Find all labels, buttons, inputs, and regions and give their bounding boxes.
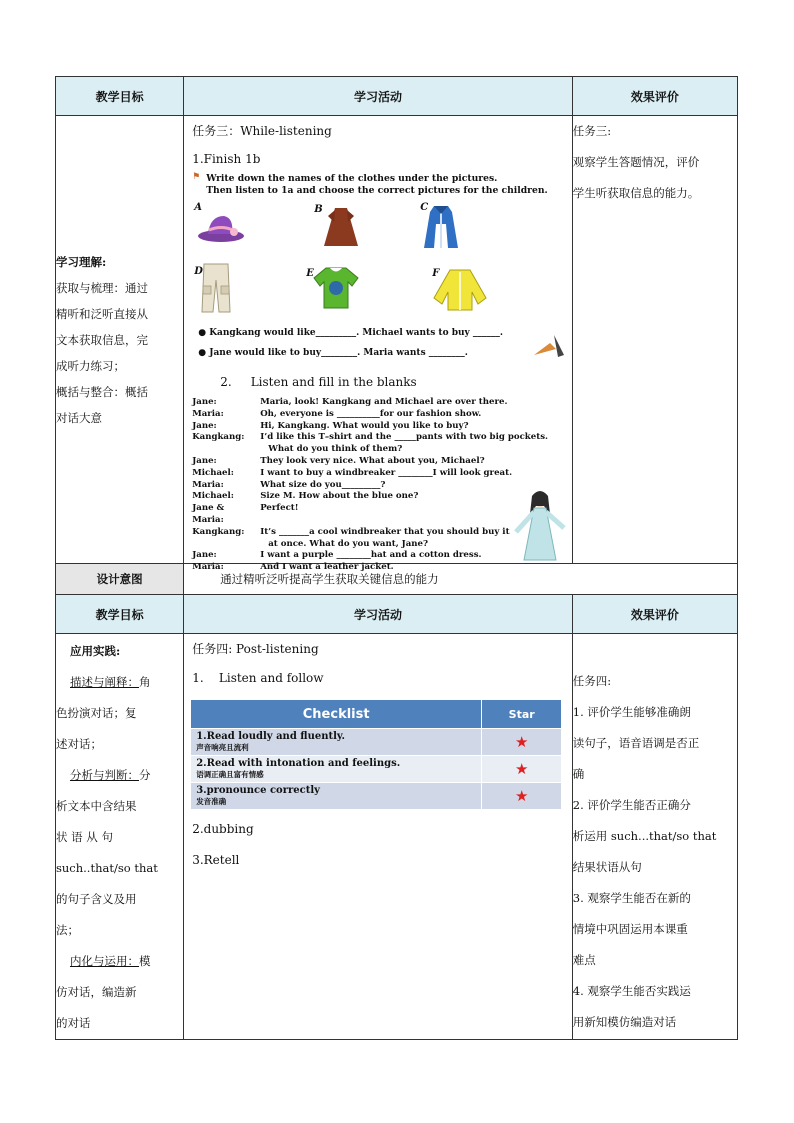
goal2-line bbox=[56, 667, 183, 698]
goal2-line bbox=[56, 915, 183, 946]
star-header: Star bbox=[482, 700, 562, 729]
eval2-line: 确 bbox=[572, 767, 585, 781]
goal2-subheading: 分析与判断： bbox=[70, 768, 139, 782]
checklist-item-cn: 声音响亮且流利 bbox=[196, 743, 249, 752]
goal2-line bbox=[56, 946, 183, 977]
dialogue-line: I want to buy a windbreaker ________I will look great. bbox=[260, 467, 513, 478]
dress-icon bbox=[320, 206, 362, 248]
listen-fill-title: 2. Listen and fill in the blanks bbox=[220, 375, 417, 389]
task4-row bbox=[56, 634, 738, 1040]
task4-title: 任务四: Post-listening bbox=[192, 642, 319, 656]
goal2-line bbox=[56, 698, 183, 729]
pants-icon bbox=[200, 262, 232, 314]
goal2-text: 述对话； bbox=[56, 737, 102, 751]
dialogue-speaker: Kangkang: bbox=[192, 432, 245, 443]
tshirt-icon bbox=[312, 266, 360, 310]
dialogue-speaker bbox=[192, 539, 258, 551]
goal2-subheading: 内化与运用： bbox=[70, 954, 139, 968]
dialogue-speaker: Jane & Maria: bbox=[192, 503, 225, 525]
star-icon: ★ bbox=[482, 729, 562, 756]
bullet-2: ● Jane would like to buy________. Maria wants ________. bbox=[198, 348, 468, 358]
goal2-text: 模 bbox=[139, 954, 151, 968]
activity-cell-2 bbox=[184, 634, 573, 1040]
goal2-line bbox=[56, 977, 183, 1008]
design-label: 设计意图 bbox=[56, 564, 184, 595]
dialogue-row bbox=[192, 503, 548, 527]
listen-follow: 1. Listen and follow bbox=[192, 671, 324, 685]
eval2-line: 用新知模仿编造对话 bbox=[572, 1015, 677, 1029]
dialogue-speaker: Jane: bbox=[192, 420, 217, 431]
goal-line: 概括与整合：概括 bbox=[56, 384, 148, 399]
instruction-line-1: Write down the names of the clothes under the pictures. bbox=[206, 173, 498, 184]
dialogue-line: at once. What do you want, Jane? bbox=[268, 538, 429, 549]
goal2-text: such..that/so that bbox=[56, 861, 158, 875]
goal2-text: 析文本中含结果 bbox=[56, 799, 137, 813]
pic-label-d: D bbox=[194, 266, 203, 277]
eval2-line: 情境中巩固运用本课重 bbox=[572, 922, 688, 936]
eval2-line: 析运用 such...that/so that bbox=[572, 829, 717, 843]
pic-label-c: C bbox=[420, 202, 429, 213]
eval2-line: 4. 观察学生能否实践运 bbox=[572, 984, 691, 998]
goal2-line bbox=[56, 760, 183, 791]
bullet-1-text: Kangkang would like_________. Michael wants to buy ______. bbox=[209, 328, 504, 338]
goal2-text: 角 bbox=[139, 675, 151, 689]
header-goal: 教学目标 bbox=[56, 77, 184, 116]
dialogue-line: What size do you_________? bbox=[260, 479, 386, 490]
blue-windbreaker-icon bbox=[422, 204, 460, 252]
flag-icon: ⚑ bbox=[192, 172, 201, 182]
goal2-lines bbox=[56, 667, 183, 1039]
pic-label-b: B bbox=[314, 204, 323, 215]
eval2-lines bbox=[573, 666, 737, 1038]
header-row-2 bbox=[56, 595, 738, 634]
goal2-text: 分 bbox=[139, 768, 151, 782]
instruction-line-2: Then listen to 1a and choose the correct pictures for the children. bbox=[206, 185, 548, 196]
dialogue-speaker bbox=[192, 444, 258, 456]
eval-line: 观察学生答题情况，评价 bbox=[572, 155, 700, 169]
goal2-line bbox=[56, 822, 183, 853]
pic-label-a: A bbox=[194, 202, 202, 213]
dialogue-line: Perfect! bbox=[260, 503, 299, 514]
star-icon: ★ bbox=[482, 756, 562, 783]
dialogue-row bbox=[192, 421, 548, 433]
eval2-line: 任务四: bbox=[572, 674, 612, 688]
dialogue-speaker: Jane: bbox=[192, 397, 217, 407]
girl-illustration-icon bbox=[510, 488, 570, 562]
goal-line: 对话大意 bbox=[56, 410, 102, 425]
dialogue-row bbox=[192, 480, 548, 492]
pic-label-e: E bbox=[306, 268, 314, 279]
design-text: 通过精听泛听提高学生获取关键信息的能力 bbox=[184, 564, 738, 595]
eval2-line: 2. 评价学生能否正确分 bbox=[572, 798, 691, 812]
retell: 3.Retell bbox=[192, 853, 240, 867]
dialogue-line: It’s _______a cool windbreaker that you should buy it bbox=[260, 526, 510, 537]
goal-title: 学习理解: bbox=[56, 254, 107, 269]
checklist-item-cn: 发音准确 bbox=[196, 797, 227, 806]
goal2-line bbox=[56, 853, 183, 884]
dialogue-line: Oh, everyone is __________for our fashion show. bbox=[260, 408, 482, 419]
eval2-line: 3. 观察学生能否在新的 bbox=[572, 891, 691, 905]
dialogue-line: Hi, Kangkang. What would you like to buy? bbox=[260, 420, 469, 431]
header-evaluation-2: 效果评价 bbox=[572, 595, 737, 634]
dialogue-speaker: Jane: bbox=[192, 455, 217, 466]
dialogue-row bbox=[192, 456, 548, 468]
checklist-row bbox=[191, 756, 562, 783]
checklist-item-en: 3.pronounce correctly bbox=[196, 785, 320, 796]
eval2-line: 难点 bbox=[572, 953, 596, 967]
goal2-subheading: 描述与阐释： bbox=[70, 675, 139, 689]
dialogue-line: They look very nice. What about you, Michael? bbox=[260, 455, 485, 466]
goal-cell-1 bbox=[56, 116, 184, 564]
eval-cell-1 bbox=[572, 116, 737, 564]
goal2-text: 色扮演对话；复 bbox=[56, 706, 137, 720]
goal2-text: 法； bbox=[56, 923, 79, 937]
dialogue bbox=[192, 397, 548, 574]
dialogue-row bbox=[192, 491, 548, 503]
checklist-table bbox=[190, 699, 562, 810]
checklist-item-cn: 语调正确且富有情感 bbox=[196, 770, 264, 779]
goal2-text: 仿对话，编造新 bbox=[56, 985, 137, 999]
eval2-line: 读句子，语音语调是否正 bbox=[572, 736, 700, 750]
bullet-2-text: Jane would like to buy________. Maria wants ________. bbox=[209, 348, 468, 358]
goal2-line bbox=[56, 729, 183, 760]
goal2-text: 的对话 bbox=[56, 1016, 91, 1030]
dialogue-row bbox=[192, 468, 548, 480]
dialogue-line: I want a purple ________hat and a cotton dress. bbox=[260, 550, 482, 561]
goal-line: 精听和泛听直接从 bbox=[56, 306, 148, 321]
header-goal-2: 教学目标 bbox=[56, 595, 184, 634]
dialogue-row bbox=[192, 444, 548, 456]
checklist-row bbox=[191, 729, 562, 756]
activity-cell-1 bbox=[184, 116, 573, 573]
goal2-line bbox=[56, 1008, 183, 1039]
goal2-text: 状 语 从 句 bbox=[56, 830, 113, 844]
dialogue-line: What do you think of them? bbox=[268, 444, 403, 455]
task3-title: 任务三：While-listening bbox=[192, 124, 332, 138]
eval2-line: 结果状语从句 bbox=[572, 860, 642, 874]
header-activity: 学习活动 bbox=[184, 77, 573, 116]
checklist-row bbox=[191, 783, 562, 810]
dialogue-line: And I want a leather jacket. bbox=[260, 562, 394, 573]
dialogue-speaker: Maria: bbox=[192, 479, 224, 490]
goal-cell-2 bbox=[56, 634, 184, 1040]
star-icon: ★ bbox=[482, 783, 562, 810]
dialogue-speaker: Michael: bbox=[192, 491, 234, 502]
goal2-title: 应用实践: bbox=[70, 644, 121, 658]
dialogue-row bbox=[192, 550, 548, 562]
goal-line: 文本获取信息，完 bbox=[56, 332, 148, 347]
dialogue-speaker: Michael: bbox=[192, 467, 234, 478]
yellow-jacket-icon bbox=[432, 268, 488, 312]
checklist-item-en: 2.Read with intonation and feelings. bbox=[196, 758, 401, 769]
dialogue-row bbox=[192, 527, 548, 539]
dialogue-speaker: Kangkang: bbox=[192, 526, 245, 537]
dialogue-row bbox=[192, 539, 548, 551]
goal2-text: 的句子含义及用 bbox=[56, 892, 137, 906]
dialogue-speaker: Maria: bbox=[192, 408, 224, 419]
dialogue-line: Size M. How about the blue one? bbox=[260, 491, 419, 502]
header-evaluation: 效果评价 bbox=[572, 77, 737, 116]
checklist-item-en: 1.Read loudly and fluently. bbox=[196, 731, 346, 742]
header-activity-2: 学习活动 bbox=[184, 595, 573, 634]
goal2-line bbox=[56, 884, 183, 915]
dialogue-row bbox=[192, 397, 548, 409]
goal-line: 成听力练习； bbox=[56, 358, 125, 373]
goal-line: 获取与梳理：通过 bbox=[56, 280, 148, 295]
dialogue-line: I’d like this T–shirt and the _____pants with two big pockets. bbox=[260, 432, 549, 443]
dialogue-speaker: Maria: bbox=[192, 562, 224, 573]
dubbing: 2.dubbing bbox=[192, 822, 254, 836]
header-row-1 bbox=[56, 77, 738, 116]
task3-row bbox=[56, 116, 738, 564]
goal2-line bbox=[56, 791, 183, 822]
finish-1b: 1.Finish 1b bbox=[192, 152, 261, 166]
dialogue-row bbox=[192, 409, 548, 421]
checklist-header: Checklist bbox=[191, 700, 482, 729]
purple-hat-icon bbox=[196, 210, 246, 244]
dialogue-speaker: Jane: bbox=[192, 550, 217, 561]
pic-label-f: F bbox=[432, 268, 440, 279]
pencil-decoration-icon bbox=[530, 331, 566, 359]
eval2-line: 1. 评价学生能够准确朗 bbox=[572, 705, 691, 719]
eval-line: 任务三: bbox=[572, 124, 612, 138]
eval-line: 学生听获取信息的能力。 bbox=[572, 186, 700, 200]
dialogue-row bbox=[192, 562, 548, 574]
eval-cell-2 bbox=[572, 634, 737, 1040]
dialogue-line: Maria, look! Kangkang and Michael are over there. bbox=[260, 397, 508, 407]
dialogue-row bbox=[192, 432, 548, 444]
lesson-table bbox=[55, 76, 738, 1040]
bullet-1: ● Kangkang would like_________. Michael wants to buy ______. bbox=[198, 328, 504, 338]
